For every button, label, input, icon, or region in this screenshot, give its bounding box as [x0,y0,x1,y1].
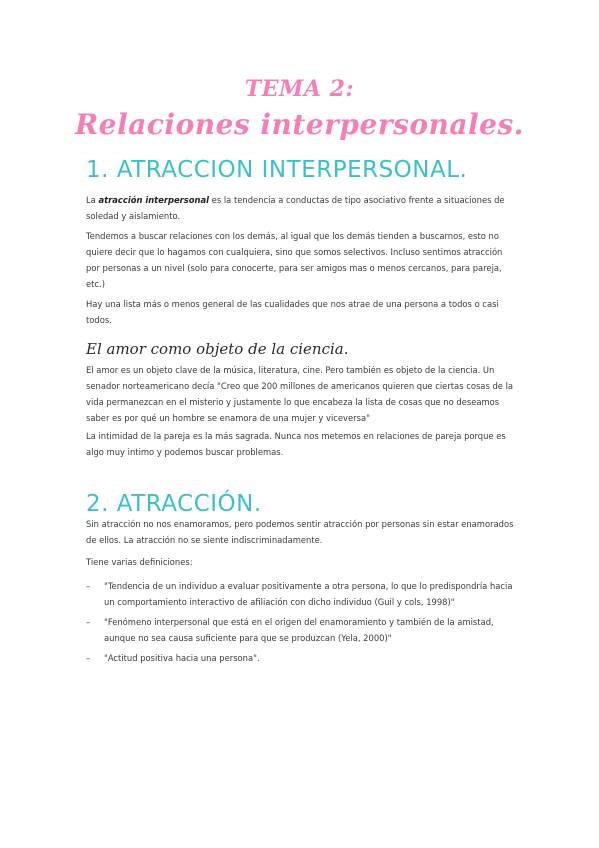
topic-main-title: Relaciones interpersonales. [75,108,524,141]
section-2-paragraph-1: Sin atracción no nos enamoramos, pero podemos sentir atracción por personas sin estar enamorados de ellos. La atracción no se siente indiscriminadamente. [86,519,514,545]
dash-bullet: – [86,581,91,591]
dash-bullet: – [86,617,91,627]
section-1-paragraph-3: Hay una lista más o menos general de las cualidades que nos atrae de una persona a todos o casi todos. [86,299,499,325]
list-item-text: "Fenómeno interpersonal que está en el origen del enamoramiento y también de la amistad, aunque no sea causa suficiente para que se produzcan (Yela, 2000)" [104,617,494,643]
definitions-list [86,578,516,670]
section-1-paragraph-2: Tendemos a buscar relaciones con los demás, al igual que los demás tienden a buscarnos, esto no quiere decir que lo hagamos con cualquiera, sino que somos selectivos. Incluso sentimos atracción por personas a un nivel (solo para conocerte, para ser amigos mas o menos cercanos, para pareja, etc.) [86,231,503,289]
section-1-heading: 1. ATRACCION INTERPERSONAL. [86,157,468,183]
para-text-before: La [86,195,99,205]
list-item-text: "Actitud positiva hacia una persona". [104,653,260,663]
section-2-paragraph-2: Tiene varias definiciones: [86,557,193,567]
list-item [86,614,516,646]
section-2-heading: 2. ATRACCIÓN. [86,491,262,517]
dash-bullet: – [86,653,91,663]
list-item [86,650,516,666]
list-item [86,578,516,610]
subsection-heading: El amor como objeto de la ciencia. [86,340,349,358]
topic-number-title: TEMA 2: [244,76,355,102]
list-item-text: "Tendencia de un individuo a evaluar positivamente a otra persona, lo que lo predispondría hacia un comportamiento interactivo de afiliación con dicho individuo (Guil y cols, 1998)" [104,581,513,607]
section-1-paragraph-1 [86,192,516,224]
subsection-paragraph-1: El amor es un objeto clave de la música, literatura, cine. Pero también es objeto de la ciencia. Un senador norteamericano decía "Creo que 200 millones de americanos quieren que ciertas cosas de la vida permanezcan en el misterio y justamente lo que encabeza la lista de cosas que no deseamos saber es por qué un hombre se enamora de una mujer y viceversa" [86,365,514,423]
subsection-paragraph-2: La intimidad de la pareja es la más sagrada. Nunca nos metemos en relaciones de pareja porque es algo muy intimo y podemos buscar problemas. [86,431,506,457]
para-text-after: es la tendencia a conductas de tipo asociativo frente a situaciones de soledad y aislamiento. [86,195,505,221]
highlighted-term: atracción interpersonal [98,195,210,205]
